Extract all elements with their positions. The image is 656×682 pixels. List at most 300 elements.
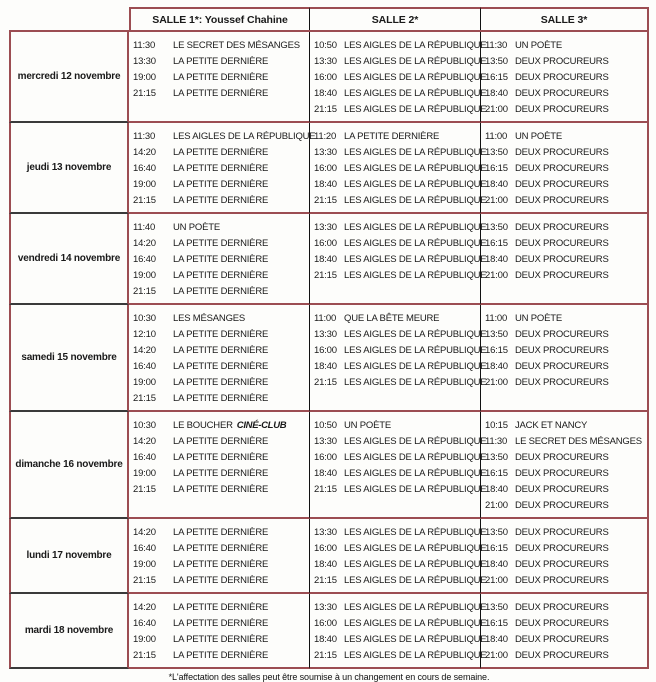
showtime-title: DEUX PROCUREURS [515, 559, 609, 570]
showtime-entry [129, 600, 309, 616]
showtime-entry [310, 616, 487, 632]
showtime-time: 11:00 [485, 313, 508, 324]
showtime-entry [310, 375, 487, 391]
showtime-title: DEUX PROCUREURS [515, 602, 609, 613]
showtime-entry [481, 600, 647, 616]
showtime-entry [310, 450, 487, 466]
showtime-entry [481, 616, 647, 632]
showtime-entry [481, 193, 647, 209]
showtime-time: 21:15 [133, 575, 156, 586]
showtime-entry [481, 541, 647, 557]
showtime-entry [481, 498, 647, 514]
showtime-entry [310, 129, 480, 145]
salle-2-showtimes [310, 305, 487, 412]
showtime-time: 18:40 [485, 361, 508, 372]
showtime-title: LA PETITE DERNIÈRE [173, 361, 269, 372]
showtime-entry [481, 359, 647, 375]
showtime-entry [129, 616, 309, 632]
salle-1-showtimes [129, 412, 310, 519]
showtime-title: LA PETITE DERNIÈRE [173, 468, 269, 479]
showtime-time: 21:15 [133, 286, 156, 297]
showtime-time: 16:40 [133, 543, 156, 554]
showtime-time: 21:15 [314, 195, 337, 206]
showtime-time: 16:15 [485, 543, 508, 554]
showtime-time: 10:50 [314, 420, 337, 431]
showtime-time: 18:40 [314, 559, 337, 570]
showtime-title: LA PETITE DERNIÈRE [173, 195, 269, 206]
showtime-time: 16:15 [485, 238, 508, 249]
showtime-entry [310, 418, 480, 434]
showtime-entry [481, 311, 647, 327]
showtime-entry [310, 70, 487, 86]
salle-3-showtimes [481, 594, 649, 669]
showtime-title: UN POÈTE [515, 131, 562, 142]
showtime-time: 16:40 [133, 452, 156, 463]
showtime-title: LES AIGLES DE LA RÉPUBLIQUE [344, 452, 487, 463]
salle-3-showtimes [481, 519, 649, 594]
showtime-title: DEUX PROCUREURS [515, 72, 609, 83]
showtime-title: LES AIGLES DE LA RÉPUBLIQUE [344, 436, 487, 447]
showtime-time: 11:30 [485, 436, 508, 447]
showtime-time: 11:30 [133, 40, 156, 51]
showtime-entry [310, 482, 487, 498]
showtime-title: LES AIGLES DE LA RÉPUBLIQUE [344, 195, 487, 206]
day-column-spacer [9, 7, 129, 30]
showtime-entry [310, 525, 487, 541]
showtime-time: 19:00 [133, 377, 156, 388]
showtime-time: 18:40 [485, 179, 508, 190]
day-label: mercredi 12 novembre [9, 32, 129, 123]
showtime-entry [310, 632, 487, 648]
showtime-title: LES AIGLES DE LA RÉPUBLIQUE [344, 527, 487, 538]
showtime-time: 16:15 [485, 72, 508, 83]
salle-3-showtimes [481, 305, 649, 412]
salle-3-showtimes [481, 123, 649, 214]
showtime-entry [481, 375, 647, 391]
showtime-entry [129, 193, 309, 209]
showtime-entry [481, 343, 647, 359]
showtime-time: 21:15 [133, 650, 156, 661]
showtime-entry [129, 236, 309, 252]
showtime-title: LA PETITE DERNIÈRE [173, 377, 269, 388]
header-salle-3: SALLE 3* [481, 7, 649, 30]
showtime-title: JACK ET NANCY [515, 420, 588, 431]
showtime-title: DEUX PROCUREURS [515, 500, 609, 511]
showtime-time: 21:00 [485, 270, 508, 281]
showtime-title: DEUX PROCUREURS [515, 484, 609, 495]
showtime-time: 21:15 [133, 195, 156, 206]
showtime-title: DEUX PROCUREURS [515, 575, 609, 586]
showtime-time: 11:20 [314, 131, 337, 142]
showtime-entry [481, 434, 647, 450]
schedule-table [9, 7, 649, 669]
showtime-entry [129, 161, 309, 177]
showtime-title: LA PETITE DERNIÈRE [173, 650, 269, 661]
showtime-time: 18:40 [314, 179, 337, 190]
showtime-entry [129, 268, 309, 284]
showtime-time: 11:30 [485, 40, 508, 51]
day-row [9, 305, 649, 412]
showtime-time: 13:30 [314, 222, 337, 233]
salle-1-showtimes [129, 519, 310, 594]
showtime-entry [129, 284, 309, 300]
showtime-entry [129, 391, 309, 407]
days-container [9, 32, 649, 669]
showtime-time: 18:40 [314, 361, 337, 372]
showtime-time: 18:40 [314, 634, 337, 645]
day-row [9, 412, 649, 519]
showtime-time: 18:40 [485, 559, 508, 570]
showtime-time: 14:20 [133, 527, 156, 538]
showtime-title: LA PETITE DERNIÈRE [173, 238, 269, 249]
showtime-entry [481, 327, 647, 343]
showtime-title: LES AIGLES DE LA RÉPUBLIQUE [344, 484, 487, 495]
showtime-entry [129, 434, 309, 450]
showtime-title: LES MÉSANGES [173, 313, 246, 324]
showtime-time: 16:15 [485, 163, 508, 174]
showtime-title: DEUX PROCUREURS [515, 163, 609, 174]
showtime-entry [310, 359, 487, 375]
showtime-entry [310, 573, 487, 589]
showtime-entry [481, 418, 647, 434]
showtime-time: 16:00 [314, 72, 337, 83]
showtime-time: 13:50 [485, 147, 508, 158]
showtime-time: 16:15 [485, 468, 508, 479]
showtime-time: 16:00 [314, 345, 337, 356]
showtime-title: LES AIGLES DE LA RÉPUBLIQUE [344, 543, 487, 554]
showtime-title: LES AIGLES DE LA RÉPUBLIQUE [344, 254, 487, 265]
showtime-title: LE SECRET DES MÉSANGES [515, 436, 642, 447]
footnote: *L'affectation des salles peut être soumise à un changement en cours de semaine. [168, 672, 490, 682]
salle-3-showtimes [481, 32, 649, 123]
showtime-title: DEUX PROCUREURS [515, 543, 609, 554]
showtime-entry [129, 482, 309, 498]
showtime-title: LES AIGLES DE LA RÉPUBLIQUE [344, 40, 487, 51]
showtime-time: 21:15 [133, 88, 156, 99]
showtime-title: LES AIGLES DE LA RÉPUBLIQUE [173, 131, 316, 142]
showtime-entry [129, 343, 309, 359]
showtime-title: LA PETITE DERNIÈRE [173, 452, 269, 463]
day-row [9, 214, 649, 305]
salle-3-showtimes [481, 214, 649, 305]
showtime-title: LES AIGLES DE LA RÉPUBLIQUE [344, 238, 487, 249]
showtime-entry [310, 541, 487, 557]
showtime-entry [310, 434, 487, 450]
salle-1-showtimes [129, 123, 316, 214]
showtime-title: DEUX PROCUREURS [515, 468, 609, 479]
showtime-time: 13:50 [485, 452, 508, 463]
showtime-entry [481, 648, 647, 664]
salle-1-showtimes [129, 32, 310, 123]
showtime-entry [129, 418, 309, 434]
salle-1-showtimes [129, 214, 310, 305]
cine-club-tag: CINÉ-CLUB [236, 420, 287, 431]
showtime-time: 19:00 [133, 559, 156, 570]
showtime-time: 21:15 [314, 650, 337, 661]
showtime-title: DEUX PROCUREURS [515, 238, 609, 249]
showtime-time: 13:30 [314, 329, 337, 340]
showtime-title: UN POÈTE [515, 313, 562, 324]
showtime-time: 21:15 [314, 575, 337, 586]
showtime-time: 21:15 [314, 484, 337, 495]
showtime-entry [129, 375, 309, 391]
showtime-title: DEUX PROCUREURS [515, 377, 609, 388]
showtime-title: LA PETITE DERNIÈRE [173, 618, 269, 629]
showtime-title: LA PETITE DERNIÈRE [173, 393, 269, 404]
showtime-entry [310, 268, 487, 284]
showtime-time: 11:40 [133, 222, 156, 233]
showtime-title: LES AIGLES DE LA RÉPUBLIQUE [344, 179, 487, 190]
showtime-entry [310, 161, 487, 177]
showtime-entry [481, 268, 647, 284]
showtime-entry [129, 632, 309, 648]
showtime-title: LA PETITE DERNIÈRE [173, 634, 269, 645]
showtime-time: 13:30 [314, 147, 337, 158]
showtime-entry [129, 70, 309, 86]
showtime-title: LES AIGLES DE LA RÉPUBLIQUE [344, 147, 487, 158]
showtime-entry [481, 145, 647, 161]
showtime-time: 11:30 [133, 131, 156, 142]
showtime-entry [310, 54, 487, 70]
day-row [9, 123, 649, 214]
showtime-time: 18:40 [314, 88, 337, 99]
showtime-title: LE BOUCHER [173, 420, 233, 431]
showtime-time: 13:50 [485, 527, 508, 538]
showtime-time: 18:40 [485, 484, 508, 495]
showtime-entry [310, 145, 487, 161]
showtime-title: DEUX PROCUREURS [515, 104, 609, 115]
showtime-title: LES AIGLES DE LA RÉPUBLIQUE [344, 634, 487, 645]
showtime-entry [129, 648, 309, 664]
showtime-title: DEUX PROCUREURS [515, 527, 609, 538]
showtime-time: 16:40 [133, 254, 156, 265]
showtime-title: LES AIGLES DE LA RÉPUBLIQUE [344, 222, 487, 233]
showtime-entry [481, 450, 647, 466]
showtime-entry [310, 177, 487, 193]
showtime-time: 16:00 [314, 238, 337, 249]
day-label: jeudi 13 novembre [9, 123, 129, 214]
showtime-time: 18:40 [485, 254, 508, 265]
showtime-title: LES AIGLES DE LA RÉPUBLIQUE [344, 88, 487, 99]
showtime-title: LES AIGLES DE LA RÉPUBLIQUE [344, 377, 487, 388]
showtime-time: 10:50 [314, 40, 337, 51]
showtime-title: DEUX PROCUREURS [515, 634, 609, 645]
header-salle-2: SALLE 2* [310, 7, 481, 30]
showtime-time: 21:15 [314, 104, 337, 115]
showtime-time: 14:20 [133, 238, 156, 249]
showtime-time: 18:40 [485, 88, 508, 99]
showtime-entry [129, 541, 309, 557]
showtime-title: LA PETITE DERNIÈRE [173, 575, 269, 586]
showtime-entry [481, 38, 647, 54]
showtime-title: LES AIGLES DE LA RÉPUBLIQUE [344, 468, 487, 479]
salle-1-showtimes [129, 305, 310, 412]
showtime-time: 10:30 [133, 313, 156, 324]
showtime-time: 19:00 [133, 270, 156, 281]
showtime-title: LA PETITE DERNIÈRE [173, 72, 269, 83]
showtime-title: LES AIGLES DE LA RÉPUBLIQUE [344, 56, 487, 67]
day-label: samedi 15 novembre [9, 305, 129, 412]
showtime-time: 13:30 [314, 56, 337, 67]
showtime-time: 16:40 [133, 618, 156, 629]
showtime-time: 21:00 [485, 377, 508, 388]
showtime-entry [310, 236, 487, 252]
showtime-title: LES AIGLES DE LA RÉPUBLIQUE [344, 602, 487, 613]
showtime-title: DEUX PROCUREURS [515, 195, 609, 206]
showtime-time: 18:40 [485, 634, 508, 645]
showtime-time: 21:15 [133, 484, 156, 495]
showtime-title: UN POÈTE [344, 420, 391, 431]
showtime-entry [310, 600, 487, 616]
showtime-title: LES AIGLES DE LA RÉPUBLIQUE [344, 345, 487, 356]
showtime-entry [310, 466, 487, 482]
showtime-time: 10:30 [133, 420, 156, 431]
showtime-title: LES AIGLES DE LA RÉPUBLIQUE [344, 650, 487, 661]
showtime-time: 16:00 [314, 543, 337, 554]
showtime-entry [129, 86, 309, 102]
showtime-time: 19:00 [133, 634, 156, 645]
showtime-entry [129, 327, 309, 343]
showtime-entry [481, 252, 647, 268]
showtime-title: LA PETITE DERNIÈRE [173, 345, 269, 356]
showtime-entry [129, 129, 316, 145]
showtime-time: 16:15 [485, 345, 508, 356]
showtime-entry [481, 236, 647, 252]
day-label: dimanche 16 novembre [9, 412, 129, 519]
showtime-title: LA PETITE DERNIÈRE [173, 147, 269, 158]
showtime-title: LA PETITE DERNIÈRE [173, 436, 269, 447]
showtime-entry [129, 359, 309, 375]
showtime-time: 13:30 [314, 527, 337, 538]
day-label: vendredi 14 novembre [9, 214, 129, 305]
showtime-time: 18:40 [314, 254, 337, 265]
salle-2-showtimes [310, 123, 487, 214]
showtime-time: 13:50 [485, 222, 508, 233]
showtime-title: DEUX PROCUREURS [515, 650, 609, 661]
showtime-title: LA PETITE DERNIÈRE [173, 543, 269, 554]
showtime-entry [481, 54, 647, 70]
showtime-time: 16:40 [133, 361, 156, 372]
showtime-entry [310, 648, 487, 664]
showtime-entry [310, 557, 487, 573]
showtime-entry [129, 38, 309, 54]
showtime-time: 16:15 [485, 618, 508, 629]
showtime-title: LES AIGLES DE LA RÉPUBLIQUE [344, 361, 487, 372]
showtime-title: DEUX PROCUREURS [515, 345, 609, 356]
showtime-title: DEUX PROCUREURS [515, 618, 609, 629]
showtime-time: 21:15 [314, 377, 337, 388]
showtime-title: LES AIGLES DE LA RÉPUBLIQUE [344, 72, 487, 83]
day-label: lundi 17 novembre [9, 519, 129, 594]
showtime-entry [129, 450, 309, 466]
day-row [9, 32, 649, 123]
showtime-time: 18:40 [314, 468, 337, 479]
showtime-entry [481, 161, 647, 177]
showtime-time: 16:00 [314, 163, 337, 174]
showtime-entry [481, 466, 647, 482]
showtime-title: LES AIGLES DE LA RÉPUBLIQUE [344, 575, 487, 586]
salle-2-showtimes [310, 594, 487, 669]
showtime-entry [310, 193, 487, 209]
showtime-title: LA PETITE DERNIÈRE [344, 131, 440, 142]
showtime-title: LA PETITE DERNIÈRE [173, 484, 269, 495]
showtime-title: DEUX PROCUREURS [515, 254, 609, 265]
showtime-entry [129, 177, 309, 193]
showtime-title: LES AIGLES DE LA RÉPUBLIQUE [344, 618, 487, 629]
showtime-title: LA PETITE DERNIÈRE [173, 254, 269, 265]
showtime-time: 19:00 [133, 72, 156, 83]
showtime-time: 19:00 [133, 179, 156, 190]
showtime-time: 21:00 [485, 650, 508, 661]
salle-2-showtimes [310, 412, 487, 519]
showtime-entry [481, 86, 647, 102]
showtime-entry [310, 252, 487, 268]
showtime-title: LE SECRET DES MÉSANGES [173, 40, 300, 51]
day-row [9, 594, 649, 669]
showtime-entry [481, 177, 647, 193]
showtime-time: 16:00 [314, 618, 337, 629]
salle-2-showtimes [310, 214, 487, 305]
showtime-entry [129, 145, 309, 161]
showtime-entry [310, 102, 487, 118]
showtime-title: LA PETITE DERNIÈRE [173, 88, 269, 99]
showtime-time: 21:15 [314, 270, 337, 281]
showtime-time: 16:00 [314, 452, 337, 463]
showtime-title: LES AIGLES DE LA RÉPUBLIQUE [344, 270, 487, 281]
showtime-title: DEUX PROCUREURS [515, 56, 609, 67]
showtime-entry [481, 482, 647, 498]
showtime-time: 16:40 [133, 163, 156, 174]
showtime-entry [129, 252, 309, 268]
showtime-title: DEUX PROCUREURS [515, 222, 609, 233]
showtime-entry [481, 573, 647, 589]
showtime-entry [310, 311, 480, 327]
header-salle-1: SALLE 1*: Youssef Chahine [129, 7, 310, 30]
showtime-time: 13:50 [485, 602, 508, 613]
showtime-entry [481, 220, 647, 236]
showtime-title: DEUX PROCUREURS [515, 452, 609, 463]
showtime-entry [481, 632, 647, 648]
salle-3-showtimes [481, 412, 649, 519]
showtime-time: 21:00 [485, 500, 508, 511]
showtime-title: DEUX PROCUREURS [515, 88, 609, 99]
showtime-entry [481, 525, 647, 541]
showtime-time: 13:30 [314, 602, 337, 613]
showtime-title: DEUX PROCUREURS [515, 147, 609, 158]
showtime-entry [481, 129, 647, 145]
showtime-entry [129, 54, 309, 70]
salle-1-showtimes [129, 594, 310, 669]
showtime-title: LES AIGLES DE LA RÉPUBLIQUE [344, 104, 487, 115]
showtime-entry [481, 102, 647, 118]
showtime-entry [310, 86, 487, 102]
day-label: mardi 18 novembre [9, 594, 129, 669]
showtime-entry [481, 70, 647, 86]
day-row [9, 519, 649, 594]
showtime-title: DEUX PROCUREURS [515, 270, 609, 281]
showtime-entry [310, 327, 487, 343]
showtime-title: LA PETITE DERNIÈRE [173, 270, 269, 281]
showtime-entry [310, 38, 487, 54]
showtime-time: 21:00 [485, 104, 508, 115]
showtime-title: DEUX PROCUREURS [515, 329, 609, 340]
showtime-title: LA PETITE DERNIÈRE [173, 56, 269, 67]
showtime-title: LES AIGLES DE LA RÉPUBLIQUE [344, 559, 487, 570]
showtime-title: UN POÈTE [515, 40, 562, 51]
showtime-entry [310, 343, 487, 359]
showtime-title: LA PETITE DERNIÈRE [173, 179, 269, 190]
showtime-title: UN POÈTE [173, 222, 220, 233]
